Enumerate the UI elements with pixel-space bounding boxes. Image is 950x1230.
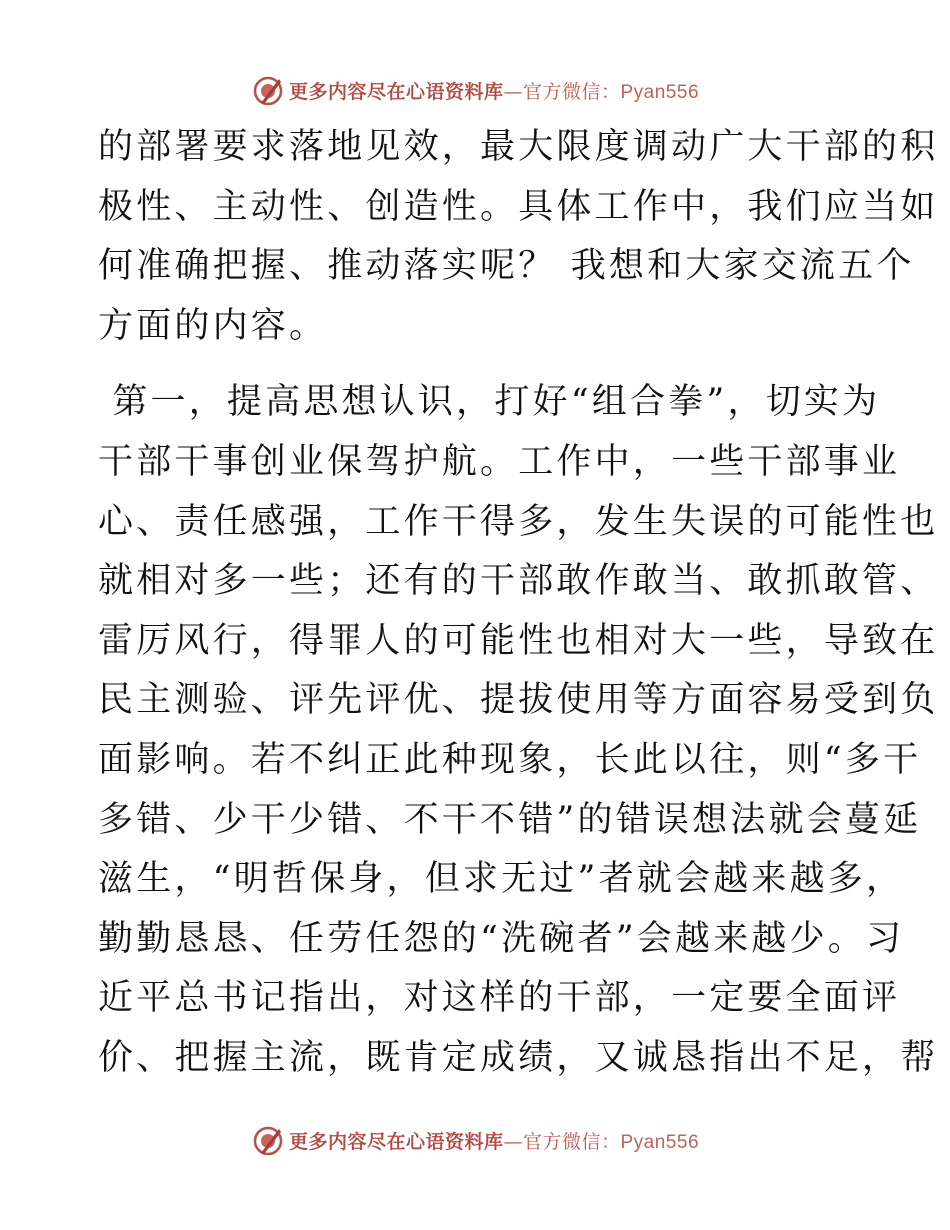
text-line: 方面的内容。: [98, 305, 328, 346]
text-line: 雷厉风行，得罪人的可能性也相对大一些，导致在: [98, 620, 939, 661]
text-line: 干部干事创业保驾护航。工作中，一些干部事业: [98, 441, 901, 482]
text-line: 何准确把握、推动落实呢？ 我想和大家交流五个: [98, 246, 915, 287]
text-line: 滋生，“明哲保身，但求无过”者就会越来越多，: [98, 859, 905, 900]
paragraph-first-point: [98, 373, 939, 1088]
footer-watermark: [0, 1120, 950, 1160]
watermark-text: 更多内容尽在心语资料库—官方微信：Pyan556: [288, 1130, 700, 1153]
text-line: 心、责任感强，工作干得多，发生失误的可能性也: [98, 501, 939, 542]
text-line: 近平总书记指出，对这样的干部，一定要全面评: [98, 978, 901, 1019]
text-line: 极性、主动性、创造性。具体工作中，我们应当如: [98, 186, 939, 227]
quill-logo-icon: [251, 1123, 285, 1157]
text-line: 就相对多一些；还有的干部敢作敢当、敢抓敢管、: [98, 561, 939, 602]
text-line: 面影响。若不纠正此种现象，长此以往，则“多干: [98, 739, 922, 780]
text-line: 勤勤恳恳、任劳任怨的“洗碗者”会越来越少。习: [98, 918, 905, 959]
header-watermark: [0, 70, 950, 110]
paragraph-intro: [98, 118, 939, 356]
quill-logo-icon: [251, 73, 285, 107]
text-line: 民主测验、评先评优、提拔使用等方面容易受到负: [98, 680, 939, 721]
text-line: 价、把握主流，既肯定成绩，又诚恳指出不足，帮: [98, 1037, 939, 1078]
watermark-text: 更多内容尽在心语资料库—官方微信：Pyan556: [288, 80, 700, 103]
text-line: 的部署要求落地见效，最大限度调动广大干部的积: [98, 127, 939, 167]
document-body: [98, 118, 939, 1089]
text-line: 第一，提高思想认识，打好“组合拳”，切实为: [98, 382, 881, 423]
text-line: 多错、少干少错、不干不错”的错误想法就会蔓延: [98, 799, 922, 840]
